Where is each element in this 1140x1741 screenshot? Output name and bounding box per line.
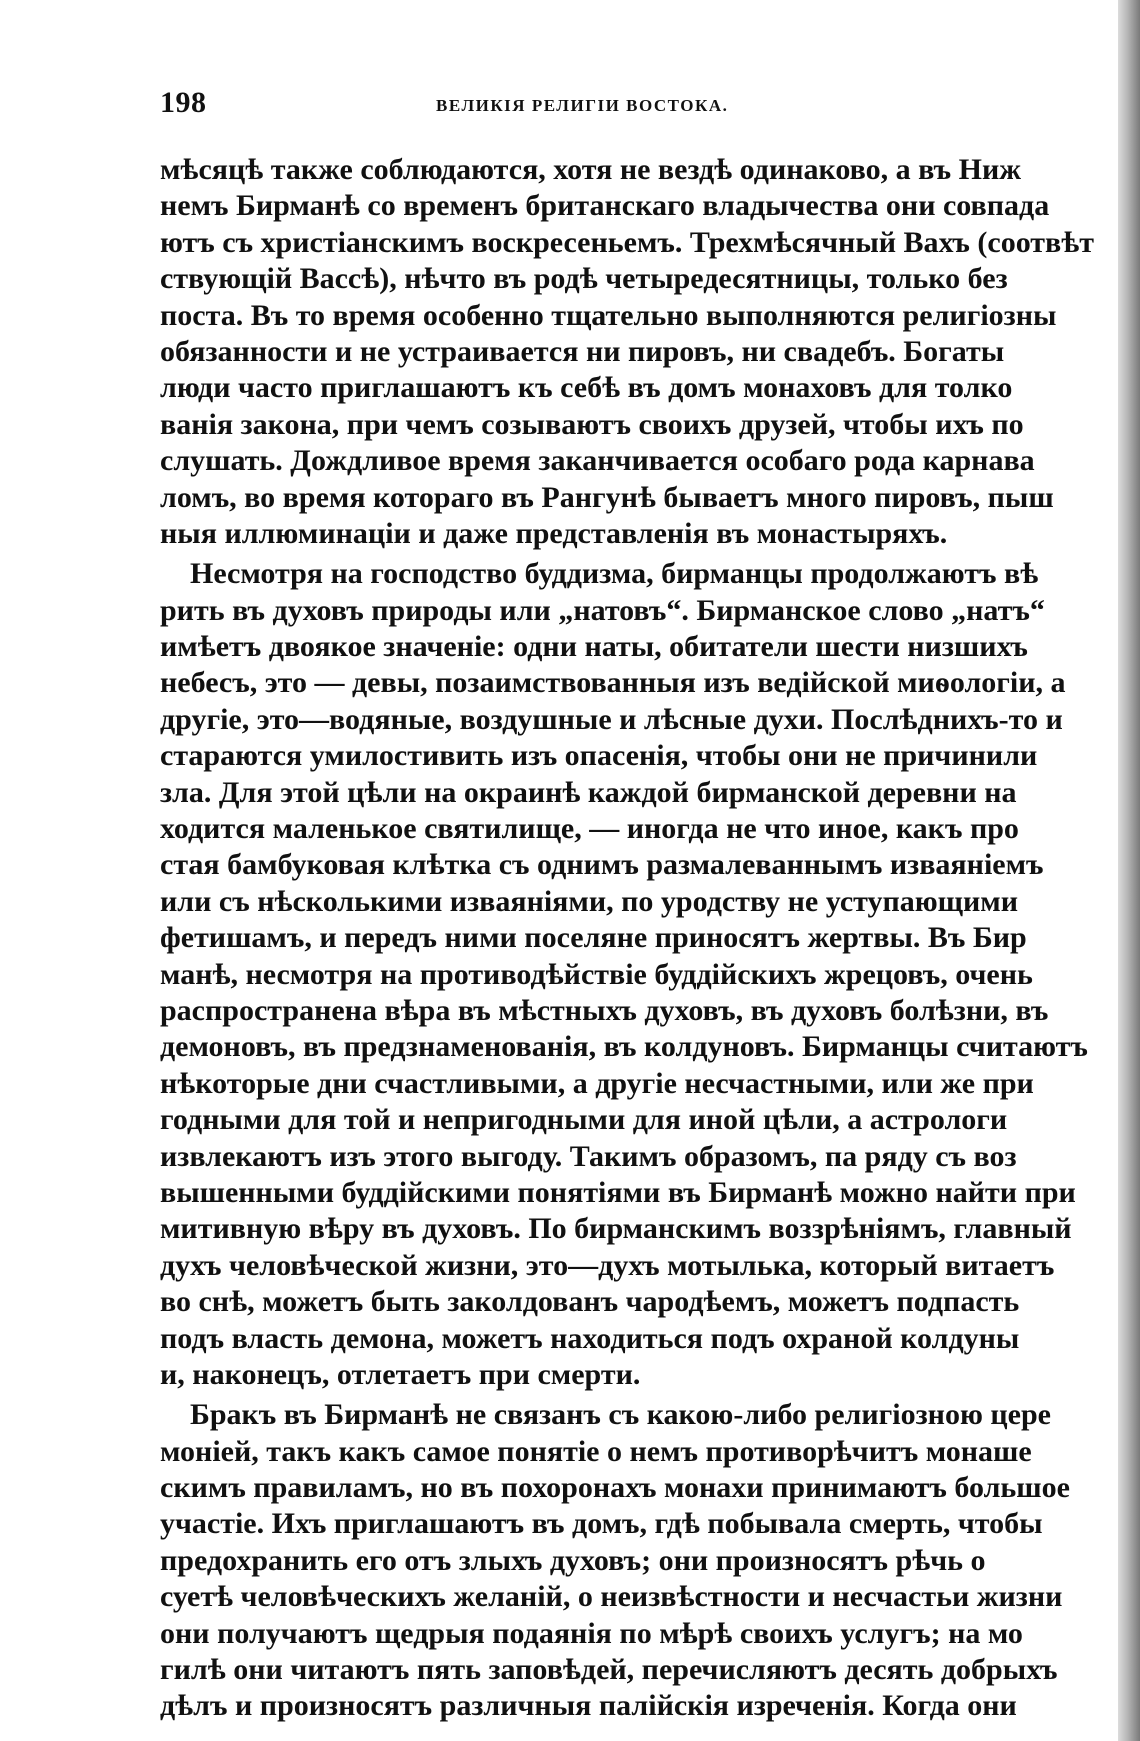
text-line: Несмотря на господство буддизма, бирманцы продолжаютъ вѣ — [160, 557, 1039, 591]
text-line: немъ Бирманѣ со временъ британскаго владычества они совпада — [160, 189, 1050, 223]
text-line: Бракъ въ Бирманѣ не связанъ съ какою-либо религіозною цере — [160, 1398, 1051, 1432]
text-line: стараются умилостивить изъ опасенія, чтобы они не причинили — [160, 739, 1038, 773]
text-line: зла. Для этой цѣли на окраинѣ каждой бирманской деревни на — [160, 775, 1017, 809]
text-line: они получаютъ щедрыя подаянія по мѣрѣ своихъ услугъ; на мо — [160, 1616, 1023, 1650]
body-text — [160, 152, 1140, 1725]
text-line: ютъ съ христіанскимъ воскресеньемъ. Трехмѣсячный Вахъ (соотвѣт — [160, 225, 1094, 259]
text-line: подъ власть демона, можетъ находиться подъ охраной колдуны — [160, 1321, 1020, 1355]
text-line: ствующій Вассѣ), нѣчто въ родѣ четыредесятницы, только без — [160, 262, 1008, 296]
text-line: скимъ правиламъ, но въ похоронахъ монахи принимаютъ большое — [160, 1471, 1070, 1505]
text-line: предохранить его отъ злыхъ духовъ; они произносятъ рѣчь о — [160, 1543, 986, 1577]
text-line: люди часто приглашаютъ къ себѣ въ домъ монаховъ для толко — [160, 371, 1013, 405]
text-line: ванія закона, при чемъ созываютъ своихъ друзей, чтобы ихъ по — [160, 407, 1024, 441]
text-line: гилѣ они читаютъ пять заповѣдей, перечисляютъ десять добрыхъ — [160, 1653, 1058, 1687]
page-number: 198 — [160, 86, 207, 119]
text-line: имѣетъ двоякое значеніе: одни наты, обитатели шести низшихъ — [160, 630, 1028, 664]
text-line: митивную вѣру въ духовъ. По бирманскимъ воззрѣніямъ, главный — [160, 1212, 1072, 1246]
running-title: ВЕЛИКІЯ РЕЛИГІИ ВОСТОКА. — [436, 96, 729, 115]
text-line: дѣлъ и произносятъ различныя палійскія изреченія. Когда они — [160, 1689, 1017, 1723]
text-line: рить въ духовъ природы или „натовъ“. Бирманское слово „натъ“ — [160, 593, 1045, 627]
text-line: распространена вѣра въ мѣстныхъ духовъ, въ духовъ болѣзни, въ — [160, 993, 1049, 1027]
text-line: стая бамбуковая клѣтка съ однимъ размалеваннымъ изваяніемъ — [160, 848, 1044, 882]
text-line: суетѣ человѣческихъ желаній, о неизвѣстности и несчастьи жизни — [160, 1580, 1063, 1614]
text-line: ломъ, во время котораго въ Рангунѣ бываетъ много пировъ, пыш — [160, 480, 1054, 514]
text-line: ходится маленькое святилище, — иногда не что иное, какъ про — [160, 812, 1019, 846]
text-line: демоновъ, въ предзнаменованія, въ колдуновъ. Бирманцы считаютъ — [160, 1030, 1088, 1064]
text-line: или съ нѣсколькими изваяніями, по уродству не уступающими — [160, 884, 1019, 918]
text-line: поста. Въ то время особенно тщательно выполняются религіозны — [160, 298, 1057, 332]
text-line: вышенными буддійскими понятіями въ Бирманѣ можно найти при — [160, 1175, 1076, 1209]
text-line: моніей, такъ какъ самое понятіе о немъ противорѣчитъ монаше — [160, 1434, 1032, 1468]
paragraph — [160, 152, 1140, 552]
text-line: фетишамъ, и передъ ними поселяне приносятъ жертвы. Въ Бир — [160, 921, 1027, 955]
text-line: обязанности и не устраивается ни пировъ, ни свадебъ. Богаты — [160, 334, 1005, 368]
text-line: участіе. Ихъ приглашаютъ въ домъ, гдѣ побывала смерть, чтобы — [160, 1507, 1043, 1541]
paragraph — [160, 1397, 1140, 1725]
text-line: слушать. Дождливое время заканчивается особаго рода карнава — [160, 444, 1035, 478]
text-line: ныя иллюминаціи и даже представленія въ монастыряхъ. — [160, 516, 948, 550]
text-line: извлекаютъ изъ этого выгоду. Такимъ образомъ, па ряду съ воз — [160, 1139, 1017, 1173]
text-line: духъ человѣческой жизни, это—духъ мотылька, который витаетъ — [160, 1248, 1055, 1282]
paragraph — [160, 556, 1140, 1393]
page-header — [160, 86, 1120, 126]
text-line: мѣсяцѣ также соблюдаются, хотя не вездѣ одинаково, а въ Ниж — [160, 153, 1021, 186]
text-line: манѣ, несмотря на противодѣйствіе буддійскихъ жрецовъ, очень — [160, 957, 1033, 991]
text-line: небесъ, это — девы, позаимствованныя изъ ведійской миѳологіи, а — [160, 666, 1066, 700]
text-line: годными для той и непригодными для иной цѣли, а астрологи — [160, 1103, 1008, 1137]
text-line: другіе, это—водяные, воздушные и лѣсные духи. Послѣднихъ-то и — [160, 702, 1063, 736]
text-line: нѣкоторые дни счастливыми, а другіе несчастными, или же при — [160, 1066, 1034, 1100]
text-line: во снѣ, можетъ быть заколдованъ чародѣемъ, можетъ подпасть — [160, 1285, 1020, 1319]
text-line: и, наконецъ, отлетаетъ при смерти. — [160, 1357, 641, 1391]
